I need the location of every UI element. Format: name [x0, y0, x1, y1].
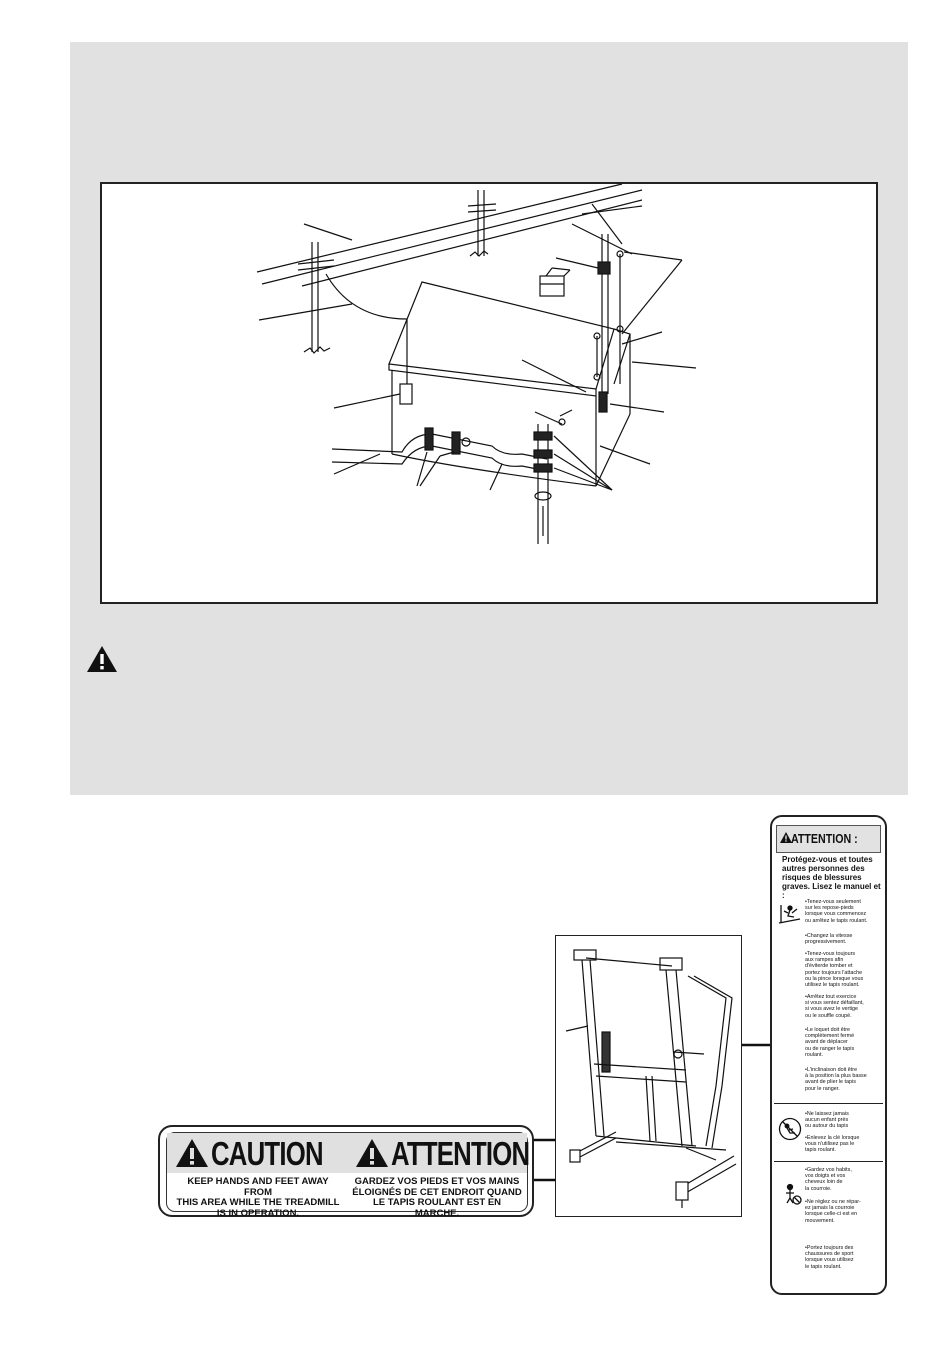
attention-item-6: •L'inclinaison doit être à la position la plus basse avant de plier le tapis pour le ranger.	[805, 1067, 867, 1092]
caution-decal-header	[167, 1133, 530, 1173]
attention-item-10: •Ne réglez ou ne répar- ez jamais la courroie lorsque celle-ci est en mouvement.	[805, 1199, 861, 1224]
warning-triangle-icon	[86, 645, 118, 673]
attention-item-8: •Enlevez la clé lorsque vous n'utilisez pas le tapis roulant.	[805, 1135, 860, 1154]
attention-item-11: •Portez toujours des chaussures de sport lorsque vous utilisez le tapis roulant.	[805, 1245, 854, 1270]
attention-item-5: •Le loquet doit être complètement fermé avant de déplacer ou de ranger le tapis roulant.	[805, 1027, 855, 1058]
treadmill-fall-icon	[778, 901, 802, 925]
caution-heading-en: CAUTION	[211, 1135, 323, 1172]
attention-divider-2	[774, 1161, 883, 1162]
attention-item-9: •Gardez vos habits, vos doigts et vos cheveux loin de la courroie.	[805, 1167, 852, 1192]
attention-intro: Protégez-vous et toutes autres personnes des risques de blessures graves. Lisez le manuel et :	[782, 855, 881, 900]
attention-decal-header	[776, 825, 881, 853]
attention-item-1: •Tenez-vous seulement sur les repose-pieds lorsque vous commencez ou arrêtez le tapis roulant.	[805, 899, 868, 924]
attention-warning-decal	[770, 815, 887, 1295]
no-hands-in-belt-icon	[778, 1181, 802, 1205]
antenna-grounding-diagram	[100, 182, 878, 604]
no-children-icon	[778, 1117, 802, 1141]
caution-warning-decal	[158, 1125, 534, 1217]
attention-item-7: •Ne laissez jamais aucun enfant près ou autour du tapis	[805, 1111, 849, 1130]
caution-text-en: KEEP HANDS AND FEET AWAY FROM THIS AREA WHILE THE TREADMILL IS IN OPERATION.	[176, 1176, 340, 1219]
caution-heading-fr: ATTENTION	[391, 1135, 530, 1172]
folded-treadmill-drawing	[556, 936, 743, 1218]
attention-item-2: •Changez la vitesse progressivement.	[805, 933, 853, 946]
attention-item-3: •Tenez-vous toujours aux rampes afin d'éviterde tomber et portez toujours l'attache ou la pince lorsque vous utilisez le tapis roulant.	[805, 951, 864, 989]
caution-text-fr: GARDEZ VOS PIEDS ET VOS MAINS ÉLOIGNÉS DE CET ENDROIT QUAND LE TAPIS ROULANT EST EN MARCHE.	[352, 1176, 522, 1219]
attention-warning-triangle-icon	[355, 1138, 389, 1168]
attention-item-4: •Arrêtez tout exercice si vous sentez défaillant, si vous avez le vertige ou le souffle coupé.	[805, 994, 864, 1019]
house-grounding-illustration	[102, 184, 880, 606]
caution-warning-triangle-icon	[175, 1138, 209, 1168]
treadmill-illustration	[555, 935, 742, 1217]
attention-heading: ATTENTION :	[791, 831, 858, 846]
caution-decal-inner	[166, 1132, 530, 1219]
attention-divider-1	[774, 1103, 883, 1104]
